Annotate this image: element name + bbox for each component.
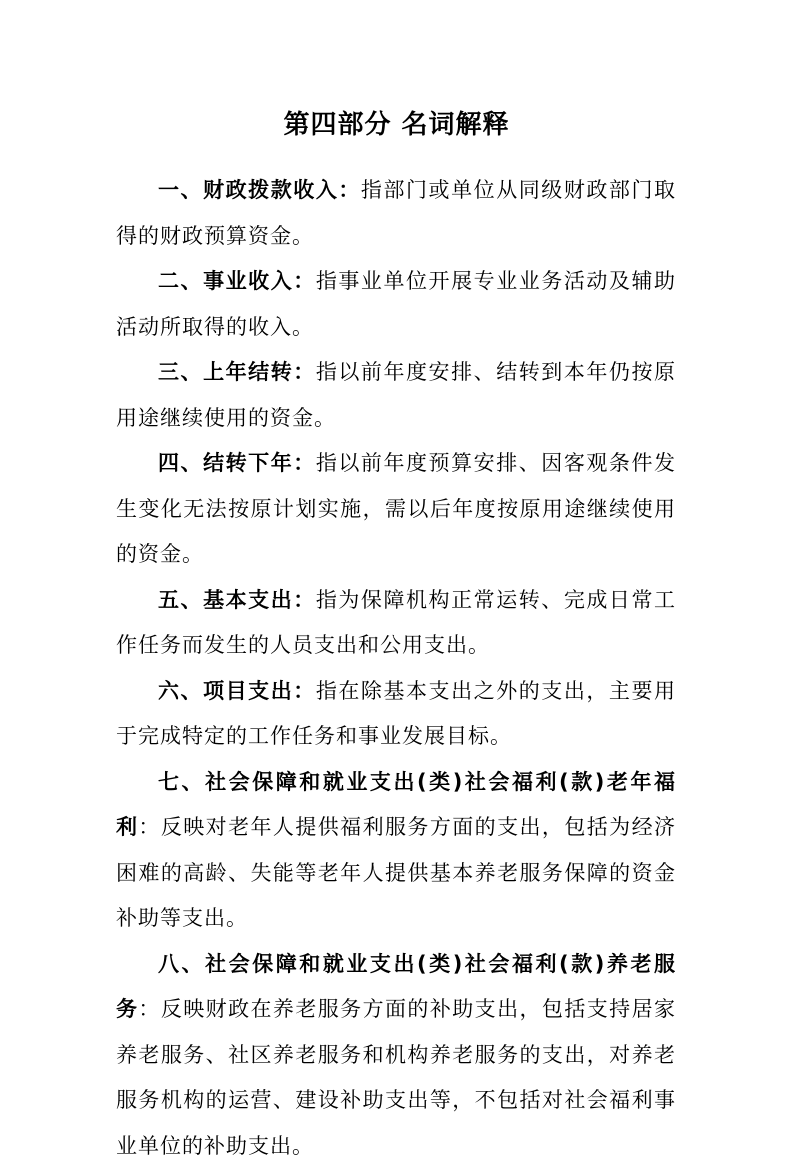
definition-text: 指部门或单位从同级财政部门取得的财政预算资金。 bbox=[116, 178, 676, 248]
page-title: 第四部分 名词解释 bbox=[0, 108, 793, 142]
definition-item bbox=[116, 259, 676, 350]
definition-term: 四、结转下年： bbox=[158, 451, 316, 475]
definition-item bbox=[116, 168, 676, 259]
definition-term: 五、基本支出： bbox=[158, 588, 316, 612]
definition-text: 指事业单位开展专业业务活动及辅助活动所取得的收入。 bbox=[116, 269, 676, 339]
definition-term: 七、社会保障和就业支出(类)社会福利(款)老年福利 bbox=[116, 770, 676, 840]
definition-text: 指以前年度安排、结转到本年仍按原用途继续使用的资金。 bbox=[116, 360, 676, 430]
definition-text: ：反映财政在养老服务方面的补助支出，包括支持居家养老服务、社区养老服务和机构养老服务的支出，对养老服务机构的运营、建设补助支出等，不包括对社会福利事业单位的补助支出。 bbox=[116, 997, 676, 1158]
definitions-list bbox=[116, 168, 676, 1169]
definition-item bbox=[116, 942, 676, 1169]
definition-text: 指在除基本支出之外的支出，主要用于完成特定的工作任务和事业发展目标。 bbox=[116, 679, 676, 749]
definition-term: 一、财政拨款收入： bbox=[158, 178, 361, 202]
definition-item bbox=[116, 350, 676, 441]
definition-item bbox=[116, 760, 676, 942]
definition-text: 指以前年度预算安排、因客观条件发生变化无法按原计划实施，需以后年度按原用途继续使用的资金。 bbox=[116, 451, 676, 566]
definition-text: ：反映对老年人提供福利服务方面的支出，包括为经济困难的高龄、失能等老年人提供基本养老服务保障的资金补助等支出。 bbox=[116, 815, 676, 930]
definition-term: 八、社会保障和就业支出(类)社会福利(款)养老服务 bbox=[116, 952, 676, 1022]
definition-item bbox=[116, 578, 676, 669]
definition-item bbox=[116, 441, 676, 578]
definition-item bbox=[116, 669, 676, 760]
definition-text: 指为保障机构正常运转、完成日常工作任务而发生的人员支出和公用支出。 bbox=[116, 588, 676, 658]
definition-term: 三、上年结转： bbox=[158, 360, 316, 384]
definition-term: 六、项目支出： bbox=[158, 679, 316, 703]
definition-term: 二、事业收入： bbox=[158, 269, 316, 293]
